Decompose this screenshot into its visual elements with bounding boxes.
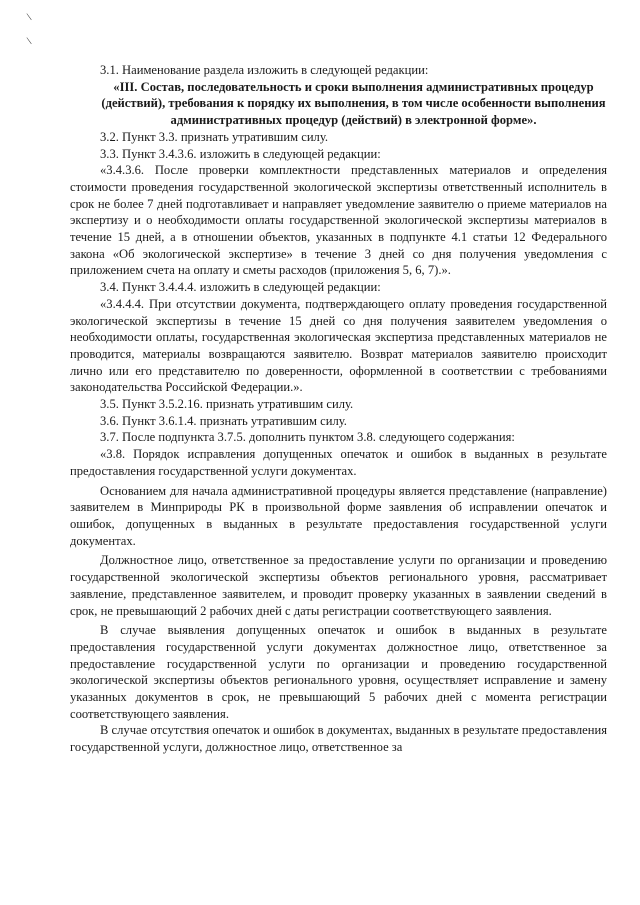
paragraph: 3.3. Пункт 3.4.3.6. изложить в следующей редакции: [100, 146, 381, 161]
paragraph: 3.4. Пункт 3.4.4.4. изложить в следующей редакции: [100, 280, 381, 295]
document-page [70, 62, 607, 756]
paragraph: 3.7. После подпункта 3.7.5. дополнить пунктом 3.8. следующего содержания: [100, 430, 515, 445]
paragraph: В случае выявления допущенных опечаток и ошибок в выданных в результате предоставления государственной услуги документах должностное лицо, ответственное за предоставление государственной услуги по организации и проведению государственной экологической экспертизы объектов регионального уровня, осуществляет исправление и замену указанных документов в срок, не превышающий 5 рабочих дней с момента регистрации соответствующего заявления. [70, 623, 607, 721]
paragraph: Основанием для начала административной процедуры является представление (направление) заявителем в Минприроды РК в произвольной форме заявления об исправлении опечаток и ошибок, допущенных в выданных в результате предоставления государственной услуги документах. [70, 483, 607, 548]
paragraph: 3.6. Пункт 3.6.1.4. признать утратившим силу. [100, 413, 347, 428]
paragraph: 3.1. Наименование раздела изложить в следующей редакции: [100, 63, 429, 77]
paragraph: Должностное лицо, ответственное за предоставление услуги по организации и проведению государственной экологической экспертизы объектов регионального уровня, рассматривает заявление, представленное заявителем, и проводит проверку указанных в заявлении сведений в срок, не превышающий 2 рабочих дней с даты регистрации соответствующего заявления. [70, 553, 607, 618]
corner-mark: / [23, 12, 36, 22]
paragraph: «3.8. Порядок исправления допущенных опечаток и ошибок в выданных в результате предоставления государственной услуги документах. [70, 447, 607, 478]
paragraph: «3.4.3.6. После проверки комплектности представленных материалов и определения стоимости проведения государственной экологической экспертизы ответственный исполнитель в срок не более 7 дней подготавливает и направляет уведомление заявителю о приеме материалов на экспертизу и о необходимости оплаты государственной экологической экспертизы материалов в течение 15 дней, а в отношении объектов, указанных в подпункте 4.1 статьи 12 Федерального закона «Об экологической экспертизе» в течение 3 дней со дня получения уведомления с приложением счета на оплату и сметы расходов (приложения 5, 6, 7).». [70, 163, 607, 278]
paragraph: В случае отсутствия опечаток и ошибок в документах, выданных в результате предоставления государственной услуги, должностное лицо, ответственное за [70, 723, 608, 755]
section-heading: «III. Состав, последовательность и сроки выполнения административных процедур (действий), требования к порядку их выполнения, в том числе особенности выполнения административных процедур (действий) в электронной форме». [101, 79, 606, 128]
paragraph: 3.2. Пункт 3.3. признать утратившим силу. [100, 129, 329, 144]
paragraph: «3.4.4.4. При отсутствии документа, подтверждающего оплату проведения государственной экологической экспертизы в течение 15 дней со дня получения заявителем уведомления о необходимости оплаты, государственная экологическая экспертиза представленных материалов не проводится, материалы возвращаются заявителю. Возврат материалов заявителю происходит лично или его представителю по доверенности, оформленной в соответствии с требованиями законодательства Российской Федерации.». [70, 296, 607, 395]
corner-handwritten-marks [23, 10, 36, 48]
corner-mark: / [23, 36, 36, 46]
paragraph: 3.5. Пункт 3.5.2.16. признать утратившим силу. [100, 397, 354, 412]
